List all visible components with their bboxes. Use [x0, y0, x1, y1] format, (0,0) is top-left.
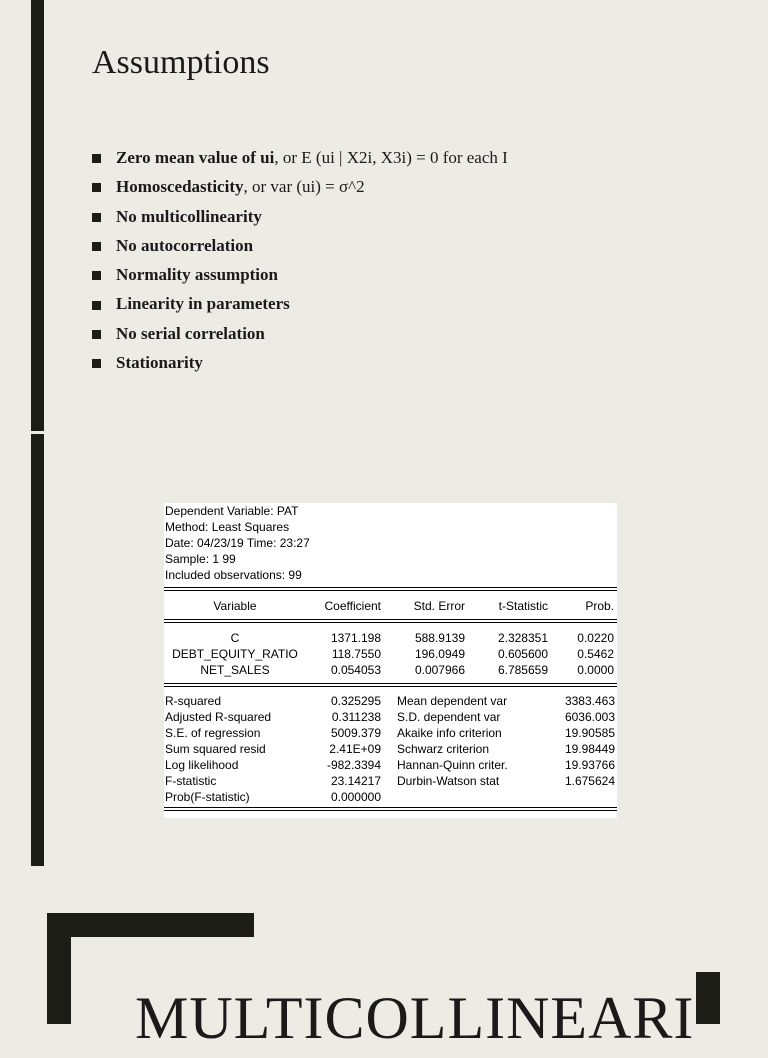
list-item — [92, 231, 508, 260]
square-bullet-icon — [92, 183, 101, 192]
slide-title: Assumptions — [92, 44, 270, 81]
header-line: Method: Least Squares — [165, 520, 290, 534]
square-bullet-icon — [92, 301, 101, 310]
header-line: Date: 04/23/19 Time: 23:27 — [165, 536, 310, 550]
header-line: Dependent Variable: PAT — [165, 504, 299, 518]
stat-label: Hannan-Quinn criter. — [397, 758, 508, 772]
stat-value: 5009.379 — [330, 726, 381, 740]
table-cell: 1371.198 — [330, 631, 381, 645]
stat-label: R-squared — [165, 694, 222, 708]
stat-label: Mean dependent var — [397, 694, 508, 708]
bullet-bold-text: Homoscedasticity — [116, 177, 244, 197]
table-cell: 6.785659 — [497, 663, 548, 677]
square-bullet-icon — [92, 359, 101, 368]
stat-value: -982.3394 — [326, 758, 381, 772]
stat-value: 0.000000 — [330, 790, 381, 804]
frame-right-bar — [696, 972, 720, 1024]
double-rule — [164, 587, 617, 591]
table-cell: DEBT_EQUITY_RATIO — [172, 647, 298, 661]
double-rule — [164, 619, 617, 623]
stat-value: 19.93766 — [564, 758, 615, 772]
stat-label: S.E. of regression — [165, 726, 261, 740]
stat-value: 23.14217 — [330, 774, 381, 788]
table-cell: 0.0000 — [577, 663, 614, 677]
square-bullet-icon — [92, 330, 101, 339]
stats-row — [164, 741, 617, 757]
table-cell: 0.5462 — [577, 647, 614, 661]
stat-value: 1.675624 — [564, 774, 615, 788]
stats-row — [164, 789, 617, 805]
list-item — [92, 202, 508, 231]
stat-value: 2.41E+09 — [329, 742, 381, 756]
stats-row — [164, 725, 617, 741]
table-cell: 118.7550 — [331, 647, 381, 661]
bullet-bold-text: Stationarity — [116, 353, 203, 373]
bullet-bold-text: No serial correlation — [116, 323, 265, 343]
stats-row — [164, 773, 617, 789]
stat-label: Prob(F-statistic) — [165, 790, 250, 804]
table-cell: 588.9139 — [414, 631, 465, 645]
header-line: Included observations: 99 — [165, 568, 302, 582]
double-rule — [164, 683, 617, 687]
stat-label: Sum squared resid — [165, 742, 266, 756]
next-slide-title: MULTICOLLINEARI — [135, 985, 695, 1051]
stat-label: Akaike info criterion — [397, 726, 502, 740]
table-cell: 0.054053 — [330, 663, 381, 677]
stat-value: 19.98449 — [564, 742, 615, 756]
frame-left-bar — [47, 913, 71, 1024]
assumptions-list — [92, 143, 508, 377]
list-item — [92, 143, 508, 172]
header-line: Sample: 1 99 — [165, 552, 236, 566]
stat-value: 19.90585 — [564, 726, 615, 740]
stats-row — [164, 709, 617, 725]
double-rule — [164, 807, 617, 811]
square-bullet-icon — [92, 242, 101, 251]
stat-value: 6036.003 — [564, 710, 615, 724]
column-header: Prob. — [585, 599, 614, 613]
bullet-bold-text: Zero mean value of ui — [116, 148, 275, 167]
square-bullet-icon — [92, 213, 101, 222]
column-header: Coefficient — [324, 599, 381, 613]
square-bullet-icon — [92, 154, 101, 163]
stats-row — [164, 757, 617, 773]
stat-label: S.D. dependent var — [397, 710, 501, 724]
list-item — [92, 289, 508, 318]
stat-label: F-statistic — [165, 774, 217, 788]
stat-label: Durbin-Watson stat — [397, 774, 500, 788]
stat-label: Log likelihood — [165, 758, 239, 772]
column-header: t-Statistic — [498, 599, 548, 613]
bullet-bold-text: No autocorrelation — [116, 235, 254, 255]
list-item — [92, 260, 508, 289]
bullet-bold-text: Normality assumption — [116, 265, 278, 285]
bullet-text: , or E (ui | X2i, X3i) = 0 for each I — [274, 148, 508, 167]
bullet-text: , or var (ui) = σ^2 — [243, 177, 365, 197]
regression-output-table — [164, 503, 617, 818]
table-cell: 2.328351 — [497, 631, 548, 645]
table-cell: 0.0220 — [577, 631, 614, 645]
table-row — [164, 646, 617, 662]
bullet-bold-text: No multicollinearity — [116, 206, 262, 226]
column-header-row — [164, 598, 617, 614]
column-header: Variable — [213, 599, 257, 613]
table-row — [164, 630, 617, 646]
table-cell: C — [230, 631, 240, 645]
stat-label: Adjusted R-squared — [165, 710, 272, 724]
frame-top-bar — [47, 913, 254, 937]
table-cell: 196.0949 — [414, 647, 465, 661]
table-cell: NET_SALES — [200, 663, 270, 677]
column-header: Std. Error — [413, 599, 465, 613]
accent-bar-divider — [31, 431, 44, 434]
table-cell: 0.007966 — [414, 663, 465, 677]
stat-value: 0.311238 — [331, 710, 381, 724]
regression-header — [165, 503, 310, 583]
list-item — [92, 319, 508, 348]
bullet-bold-text: Linearity in parameters — [116, 294, 290, 314]
list-item — [92, 348, 508, 377]
stats-row — [164, 693, 617, 709]
square-bullet-icon — [92, 271, 101, 280]
list-item — [92, 172, 508, 201]
stat-value: 3383.463 — [564, 694, 615, 708]
table-row — [164, 662, 617, 678]
stat-value: 0.325295 — [330, 694, 381, 708]
table-cell: 0.605600 — [497, 647, 548, 661]
stat-label: Schwarz criterion — [397, 742, 490, 756]
